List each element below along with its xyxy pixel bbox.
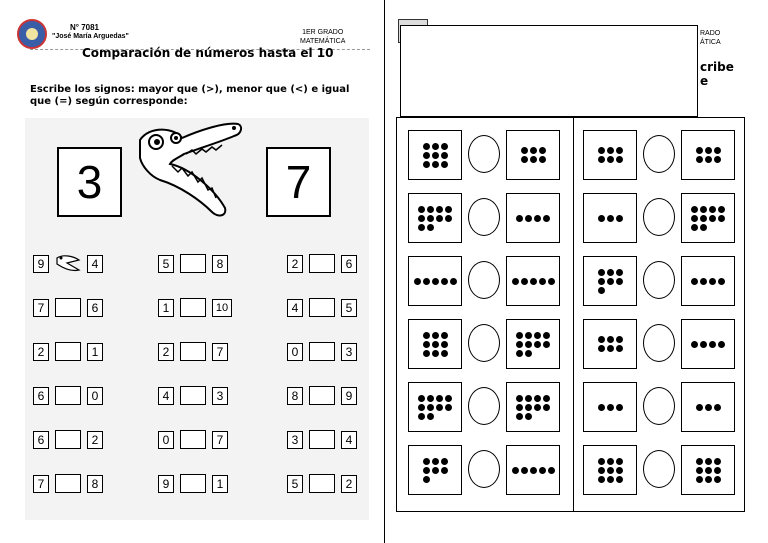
dot-card [506,445,560,495]
compare-right-number: 6 [341,255,357,273]
grade-line: 1ER GRADO [302,29,344,36]
dot [607,215,614,222]
dot [441,458,448,465]
dot [718,206,725,213]
dot-card [681,130,735,180]
dot [607,269,614,276]
dot [521,147,528,154]
dot [414,278,421,285]
dot [714,458,721,465]
compare-left-number: 5 [158,255,174,273]
dot [525,332,532,339]
dot [525,404,532,411]
compare-left-number: 9 [33,255,49,273]
dot [423,278,430,285]
answer-slot[interactable] [180,254,206,273]
dot [423,350,430,357]
dot [432,350,439,357]
dot [427,206,434,213]
dot [616,476,623,483]
dot [441,332,448,339]
dot [418,395,425,402]
dot [598,215,605,222]
dot [616,458,623,465]
compare-left-number: 2 [33,343,49,361]
compare-right-number: 4 [87,255,103,273]
dot [516,395,523,402]
dot-card [506,382,560,432]
dot [709,278,716,285]
dot [436,215,443,222]
subject-line: MATEMÁTICA [300,38,346,45]
compare-left-number: 1 [158,299,174,317]
answer-slot[interactable] [309,430,335,449]
compare-right-number: 9 [341,387,357,405]
answer-circle[interactable] [468,198,500,236]
dot [543,395,550,402]
dot [709,215,716,222]
dot [521,278,528,285]
instructions-partial [700,60,734,88]
page-divider [384,0,385,543]
dot [525,395,532,402]
dot-card [583,256,637,306]
dot [530,278,537,285]
dot [607,458,614,465]
dot [709,206,716,213]
dot [423,458,430,465]
dot [427,215,434,222]
compare-right-number: 5 [341,299,357,317]
grade-line-partial: RADO [700,30,721,37]
dot [418,206,425,213]
dot [718,215,725,222]
answer-slot[interactable] [55,474,81,493]
dot [418,215,425,222]
dot-card [506,193,560,243]
dot [441,341,448,348]
dot [530,467,537,474]
dot [525,215,532,222]
dot-card [583,193,637,243]
dot [432,341,439,348]
dot [598,278,605,285]
dot [534,395,541,402]
dot [607,404,614,411]
compare-right-number: 3 [341,343,357,361]
dot [705,156,712,163]
answer-circle[interactable] [643,198,675,236]
dot [700,206,707,213]
dot-card [408,445,462,495]
dot [696,476,703,483]
dot [700,224,707,231]
page-title: Comparación de números hasta el 10 [82,46,334,60]
answer-circle[interactable] [643,387,675,425]
dot [445,404,452,411]
dot [691,278,698,285]
dot [705,458,712,465]
dot-card [408,130,462,180]
dot [445,395,452,402]
dot [534,341,541,348]
dot [525,350,532,357]
dot [714,467,721,474]
dot [418,224,425,231]
dot-card [583,382,637,432]
dot [423,467,430,474]
dot [423,152,430,159]
dot [714,404,721,411]
dot [616,467,623,474]
dot [436,395,443,402]
compare-right-number: 7 [212,431,228,449]
compare-right-number: 2 [341,475,357,493]
compare-right-number: 3 [212,387,228,405]
compare-right-number: 8 [87,475,103,493]
dot [700,341,707,348]
dot-card [506,130,560,180]
dot [427,395,434,402]
dot [539,147,546,154]
compare-right-number: 10 [212,299,232,317]
compare-right-number: 8 [212,255,228,273]
instructions: Escribe los signos: mayor que (>), menor que (<) e igual que (=) según corresponde: [30,84,350,107]
dot [607,345,614,352]
dot-card [408,256,462,306]
dot [705,467,712,474]
answer-circle[interactable] [643,261,675,299]
dot [696,404,703,411]
dot-card [681,319,735,369]
dot [516,215,523,222]
dot-card [583,445,637,495]
compare-left-number: 8 [287,387,303,405]
answer-circle[interactable] [643,450,675,488]
dot [432,278,439,285]
answer-slot[interactable] [180,430,206,449]
dot-card [506,319,560,369]
school-name: "José María Arguedas" [52,33,129,40]
compare-left-number: 7 [33,299,49,317]
dot-card [506,256,560,306]
dot-card [583,319,637,369]
dot [445,206,452,213]
dot-card [408,193,462,243]
compare-left-number: 6 [33,387,49,405]
compare-left-number: 6 [33,431,49,449]
dot [534,404,541,411]
compare-right-number: 7 [212,343,228,361]
dot-card [681,382,735,432]
answer-slot[interactable] [55,386,81,405]
dot [525,341,532,348]
answer-slot[interactable] [309,474,335,493]
answer-slot[interactable] [180,298,206,317]
crocodile-small-icon [53,252,83,274]
subject-line-partial: ÁTICA [700,39,721,46]
answer-circle[interactable] [643,135,675,173]
frame-column-divider [573,117,574,512]
dot [432,143,439,150]
dot [521,467,528,474]
dot [534,215,541,222]
dot-card [681,445,735,495]
dot [607,278,614,285]
dot [543,341,550,348]
dot [539,156,546,163]
dot [516,350,523,357]
compare-right-number: 6 [87,299,103,317]
answer-slot[interactable] [180,342,206,361]
dot [705,404,712,411]
dot [423,161,430,168]
compare-right-number: 1 [87,343,103,361]
answer-slot[interactable] [55,430,81,449]
dot [696,458,703,465]
dot [530,147,537,154]
dot [516,332,523,339]
dot [543,215,550,222]
dot [598,476,605,483]
example-left-number: 3 [57,147,122,217]
compare-left-number: 7 [33,475,49,493]
dot [598,467,605,474]
answer-circle[interactable] [468,324,500,362]
compare-right-number: 2 [87,431,103,449]
dot [432,161,439,168]
dot [548,278,555,285]
answer-slot[interactable] [309,342,335,361]
dot [534,332,541,339]
dot [700,278,707,285]
dot [616,269,623,276]
dot [445,215,452,222]
dot [525,413,532,420]
compare-left-number: 3 [287,431,303,449]
dot [427,224,434,231]
dot [607,476,614,483]
dot [718,278,725,285]
dot [543,404,550,411]
dot [616,404,623,411]
compare-right-number: 1 [212,475,228,493]
dot [423,476,430,483]
dot [616,215,623,222]
grade-label [300,28,345,46]
school-logo [17,19,47,49]
overlay-box [400,25,698,117]
compare-left-number: 0 [158,431,174,449]
answer-circle[interactable] [468,450,500,488]
dot [450,278,457,285]
dot [607,147,614,154]
dot [598,156,605,163]
dot [700,215,707,222]
dot [512,278,519,285]
dot [691,206,698,213]
grade-label-partial [700,29,721,47]
compare-left-number: 4 [287,299,303,317]
answer-circle[interactable] [468,261,500,299]
answer-slot[interactable] [309,386,335,405]
dot [516,341,523,348]
dot [705,147,712,154]
dot [598,404,605,411]
dot [427,404,434,411]
answer-slot[interactable] [55,298,81,317]
dot [598,287,605,294]
dot [512,467,519,474]
dot [436,404,443,411]
dot [616,336,623,343]
dot [432,467,439,474]
answer-circle[interactable] [643,324,675,362]
compare-left-number: 2 [158,343,174,361]
dot [607,336,614,343]
dot [616,147,623,154]
dot-card [408,382,462,432]
dot [432,332,439,339]
dot [718,341,725,348]
compare-left-number: 9 [158,475,174,493]
dot [441,467,448,474]
dot [432,152,439,159]
dot [616,345,623,352]
answer-slot[interactable] [55,342,81,361]
crocodile-icon [130,120,248,220]
dot [598,147,605,154]
answer-circle[interactable] [468,387,500,425]
dot [423,341,430,348]
dot [427,413,434,420]
compare-right-number: 0 [87,387,103,405]
instructions-partial-line1: cribe [700,60,734,74]
dot [441,161,448,168]
dot [607,467,614,474]
dot-card [681,193,735,243]
dot [539,278,546,285]
dot [696,467,703,474]
dot [598,336,605,343]
compare-right-number: 4 [341,431,357,449]
dot [696,156,703,163]
dot [714,476,721,483]
answer-slot[interactable] [309,254,335,273]
dot [696,147,703,154]
dot [543,332,550,339]
answer-slot[interactable] [180,474,206,493]
dot [441,350,448,357]
answer-circle[interactable] [468,135,500,173]
dot [616,156,623,163]
dot [516,413,523,420]
dot-card [583,130,637,180]
dot [691,224,698,231]
dot [714,147,721,154]
dot [530,156,537,163]
dot-card [408,319,462,369]
dot [616,278,623,285]
dot [441,143,448,150]
dot [691,341,698,348]
example-right-number: 7 [266,147,331,217]
dot [598,458,605,465]
dot [598,269,605,276]
dot [418,404,425,411]
compare-left-number: 2 [287,255,303,273]
dot [598,345,605,352]
answer-slot[interactable] [309,298,335,317]
compare-left-number: 0 [287,343,303,361]
compare-left-number: 4 [158,387,174,405]
school-number: N° 7081 [70,23,99,32]
dot [418,413,425,420]
dot [548,467,555,474]
dot [705,476,712,483]
dot [691,215,698,222]
dot [714,156,721,163]
instructions-partial-line2: e [700,74,709,88]
dot [607,156,614,163]
dot [432,458,439,465]
dot [423,332,430,339]
dot-card [681,256,735,306]
dot [441,278,448,285]
dot [521,156,528,163]
dot [423,143,430,150]
answer-slot[interactable] [180,386,206,405]
dot [436,206,443,213]
dot [709,341,716,348]
dot [539,467,546,474]
dot [516,404,523,411]
compare-left-number: 5 [287,475,303,493]
dot [441,152,448,159]
